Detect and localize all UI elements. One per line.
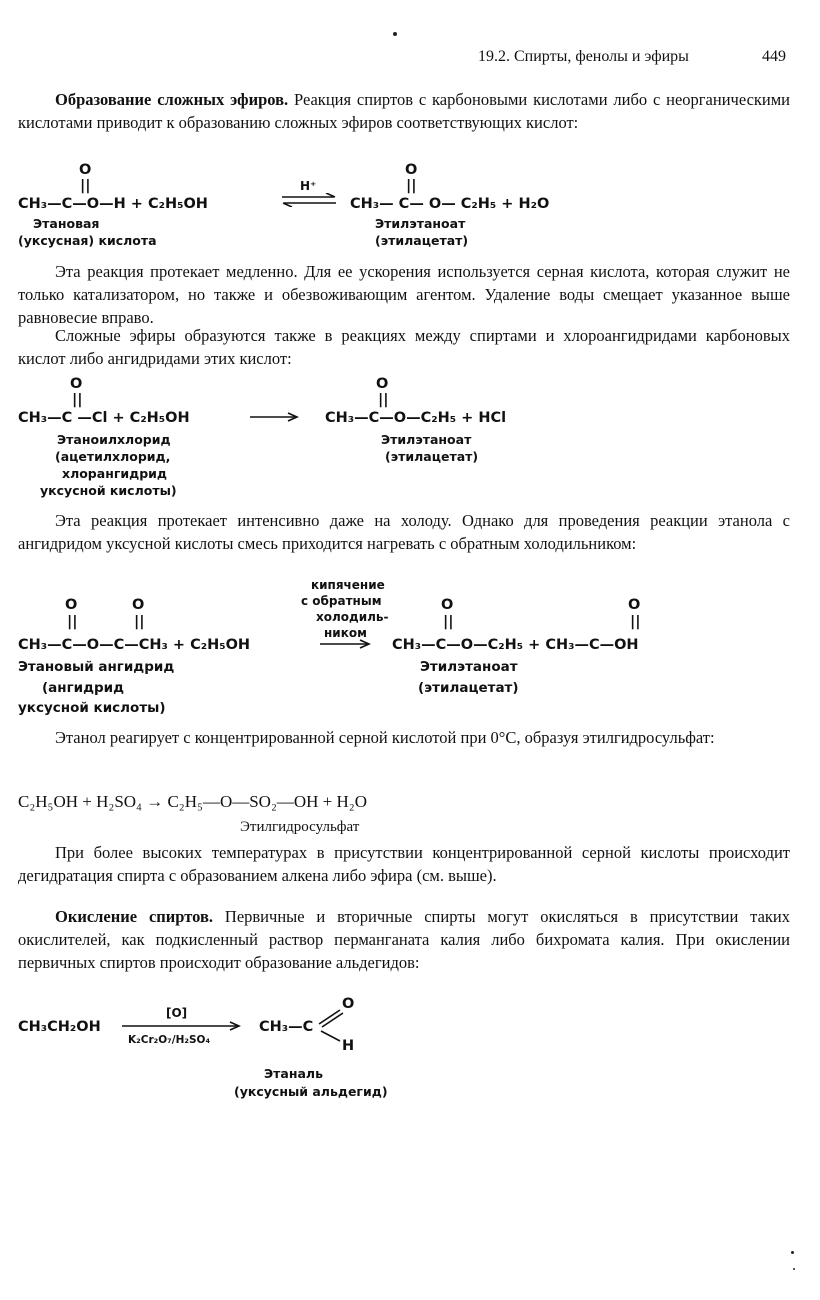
r5-reactant: CH₃CH₂OH xyxy=(18,1019,101,1035)
r3-double-bond-3: || xyxy=(443,614,454,630)
r3-reaction-arrow xyxy=(318,638,372,650)
r3-carbonyl-o-1: O xyxy=(65,597,78,613)
r1-double-bond-left: || xyxy=(80,178,91,194)
r3-name-anhydride-1: Этановый ангидрид xyxy=(18,659,175,675)
r1-name-acid-sub: (уксусная) кислота xyxy=(18,233,157,248)
r1-carbonyl-o-left: O xyxy=(79,162,92,178)
r5-oxidant-label: [O] xyxy=(166,1006,188,1020)
r3-products: CH₃—C—O—C₂H₅ + CH₃—C—OH xyxy=(392,637,639,653)
r3-name-anhydride-2: (ангидрид xyxy=(42,680,125,696)
r3-condition-4: ником xyxy=(324,626,367,640)
oxidation-heading: Окисление спиртов. xyxy=(55,907,214,926)
r5-name-product-sub: (уксусный альдегид) xyxy=(234,1084,388,1099)
r3-name-ester-sub: (этилацетат) xyxy=(418,680,519,696)
r3-condition-3: холодиль- xyxy=(316,610,389,624)
r1-carbonyl-o-right: O xyxy=(405,162,418,178)
r2-products: CH₃—C—O—C₂H₅ + HCl xyxy=(325,410,507,426)
r2-carbonyl-o-left: O xyxy=(70,376,83,392)
oxidation-intro xyxy=(18,905,790,974)
r1-double-bond-right: || xyxy=(406,178,417,194)
r2-name-chloride-1: Этаноилхлорид xyxy=(57,432,171,447)
r1-reactants: CH₃—C—O—H + C₂H₅OH xyxy=(18,196,208,212)
print-speck xyxy=(791,1251,794,1254)
r3-carbonyl-o-2: O xyxy=(132,597,145,613)
r1-products: CH₃— C— O— C₂H₅ + H₂O xyxy=(350,196,550,212)
r3-double-bond-4: || xyxy=(630,614,641,630)
page-mark-dot xyxy=(393,32,397,36)
r2-name-chloride-3: хлорангидрид xyxy=(62,466,168,481)
r2-name-ester-sub: (этилацетат) xyxy=(385,449,479,464)
r2-carbonyl-o-right: O xyxy=(376,376,389,392)
r3-reactants: CH₃—C—O—C—CH₃ + C₂H₅OH xyxy=(18,637,251,653)
r2-double-bond-left: || xyxy=(72,392,83,408)
r3-double-bond-1: || xyxy=(67,614,78,630)
esters-paragraph-2: Эта реакция протекает медленно. Для ее ускорения используется серная кислота, которая служит не только катализатором, но также и обезвоживающим агентом. Удаление воды смещает указанное выше равновесие вправо. xyxy=(18,262,790,327)
r2-reactants: CH₃—C —Cl + C₂H₅OH xyxy=(18,410,190,426)
r4-name-product: Этилгидросульфат xyxy=(240,819,360,835)
r5-aldehyde-h: H xyxy=(342,1038,355,1054)
oxidation-intro-text: Первичные и вторичные спирты могут окисляться в присутствии таких окислителей, как подкисленный раствор перманганата калия либо бихромата калия. При окислении первичных спиртов происходит образование альдегидов: xyxy=(18,907,790,972)
r4-equation: C₂H₅OH + H₂SO₄ → C₂H₅—O—SO₂—OH + H₂O xyxy=(18,792,367,811)
r3-carbonyl-o-3: O xyxy=(441,597,454,613)
r3-name-ester: Этилэтаноат xyxy=(420,659,518,675)
esters-paragraph-3: Сложные эфиры образуются также в реакциях между спиртами и хлороангидридами карбоновых кислот либо ангидридами этих кислот: xyxy=(18,326,790,368)
r5-product-base: CH₃—C xyxy=(259,1019,314,1035)
esters-paragraph-5: Этанол реагирует с концентрированной серной кислотой при 0°C, образуя этилгидросульфат: xyxy=(55,728,715,747)
print-speck xyxy=(793,1268,795,1270)
page-number: 449 xyxy=(762,48,786,65)
r2-name-chloride-2: (ацетилхлорид, xyxy=(55,449,171,464)
r3-condition-1: кипячение xyxy=(311,578,385,592)
r3-name-anhydride-3: уксусной кислоты) xyxy=(18,700,166,716)
r5-reaction-arrow xyxy=(120,1020,242,1032)
r3-carbonyl-o-4: O xyxy=(628,597,641,613)
r2-name-ester: Этилэтаноат xyxy=(381,432,472,447)
esters-intro xyxy=(18,88,790,134)
esters-heading: Образование сложных эфиров. xyxy=(55,90,289,109)
esters-paragraph-6: При более высоких температурах в присутствии концентрированной серной кислоты происходит дегидратация спирта с образованием алкена либо эфира (см. выше). xyxy=(18,843,790,885)
r5-reagent-label: K₂Cr₂O₇/H₂SO₄ xyxy=(128,1034,211,1046)
r5-aldehyde-o: O xyxy=(342,996,355,1012)
r5-name-product: Этаналь xyxy=(264,1066,323,1081)
r1-name-ester: Этилэтаноат xyxy=(375,216,466,231)
esters-intro-text: Реакция спиртов с карбоновыми кислотами либо с неорганическими кислотами приводит к образованию сложных эфиров соответствующих кислот: xyxy=(18,90,791,132)
r3-double-bond-2: || xyxy=(134,614,145,630)
esters-paragraph-4: Эта реакция протекает интенсивно даже на холоду. Однако для проведения реакции этанола с ангидридом уксусной кислоты смесь приходится нагревать с обратным холодильником: xyxy=(18,511,790,553)
r1-name-acid: Этановая xyxy=(33,216,100,231)
r2-reaction-arrow xyxy=(248,411,300,423)
r1-catalyst-label: H⁺ xyxy=(300,179,317,193)
r2-double-bond-right: || xyxy=(378,392,389,408)
r3-condition-2: с обратным xyxy=(301,594,382,608)
running-head-section: 19.2. Спирты, фенолы и эфиры xyxy=(478,48,689,65)
r2-name-chloride-4: уксусной кислоты) xyxy=(40,483,177,498)
r1-equilibrium-arrow xyxy=(280,193,338,207)
r1-name-ester-sub: (этилацетат) xyxy=(375,233,469,248)
